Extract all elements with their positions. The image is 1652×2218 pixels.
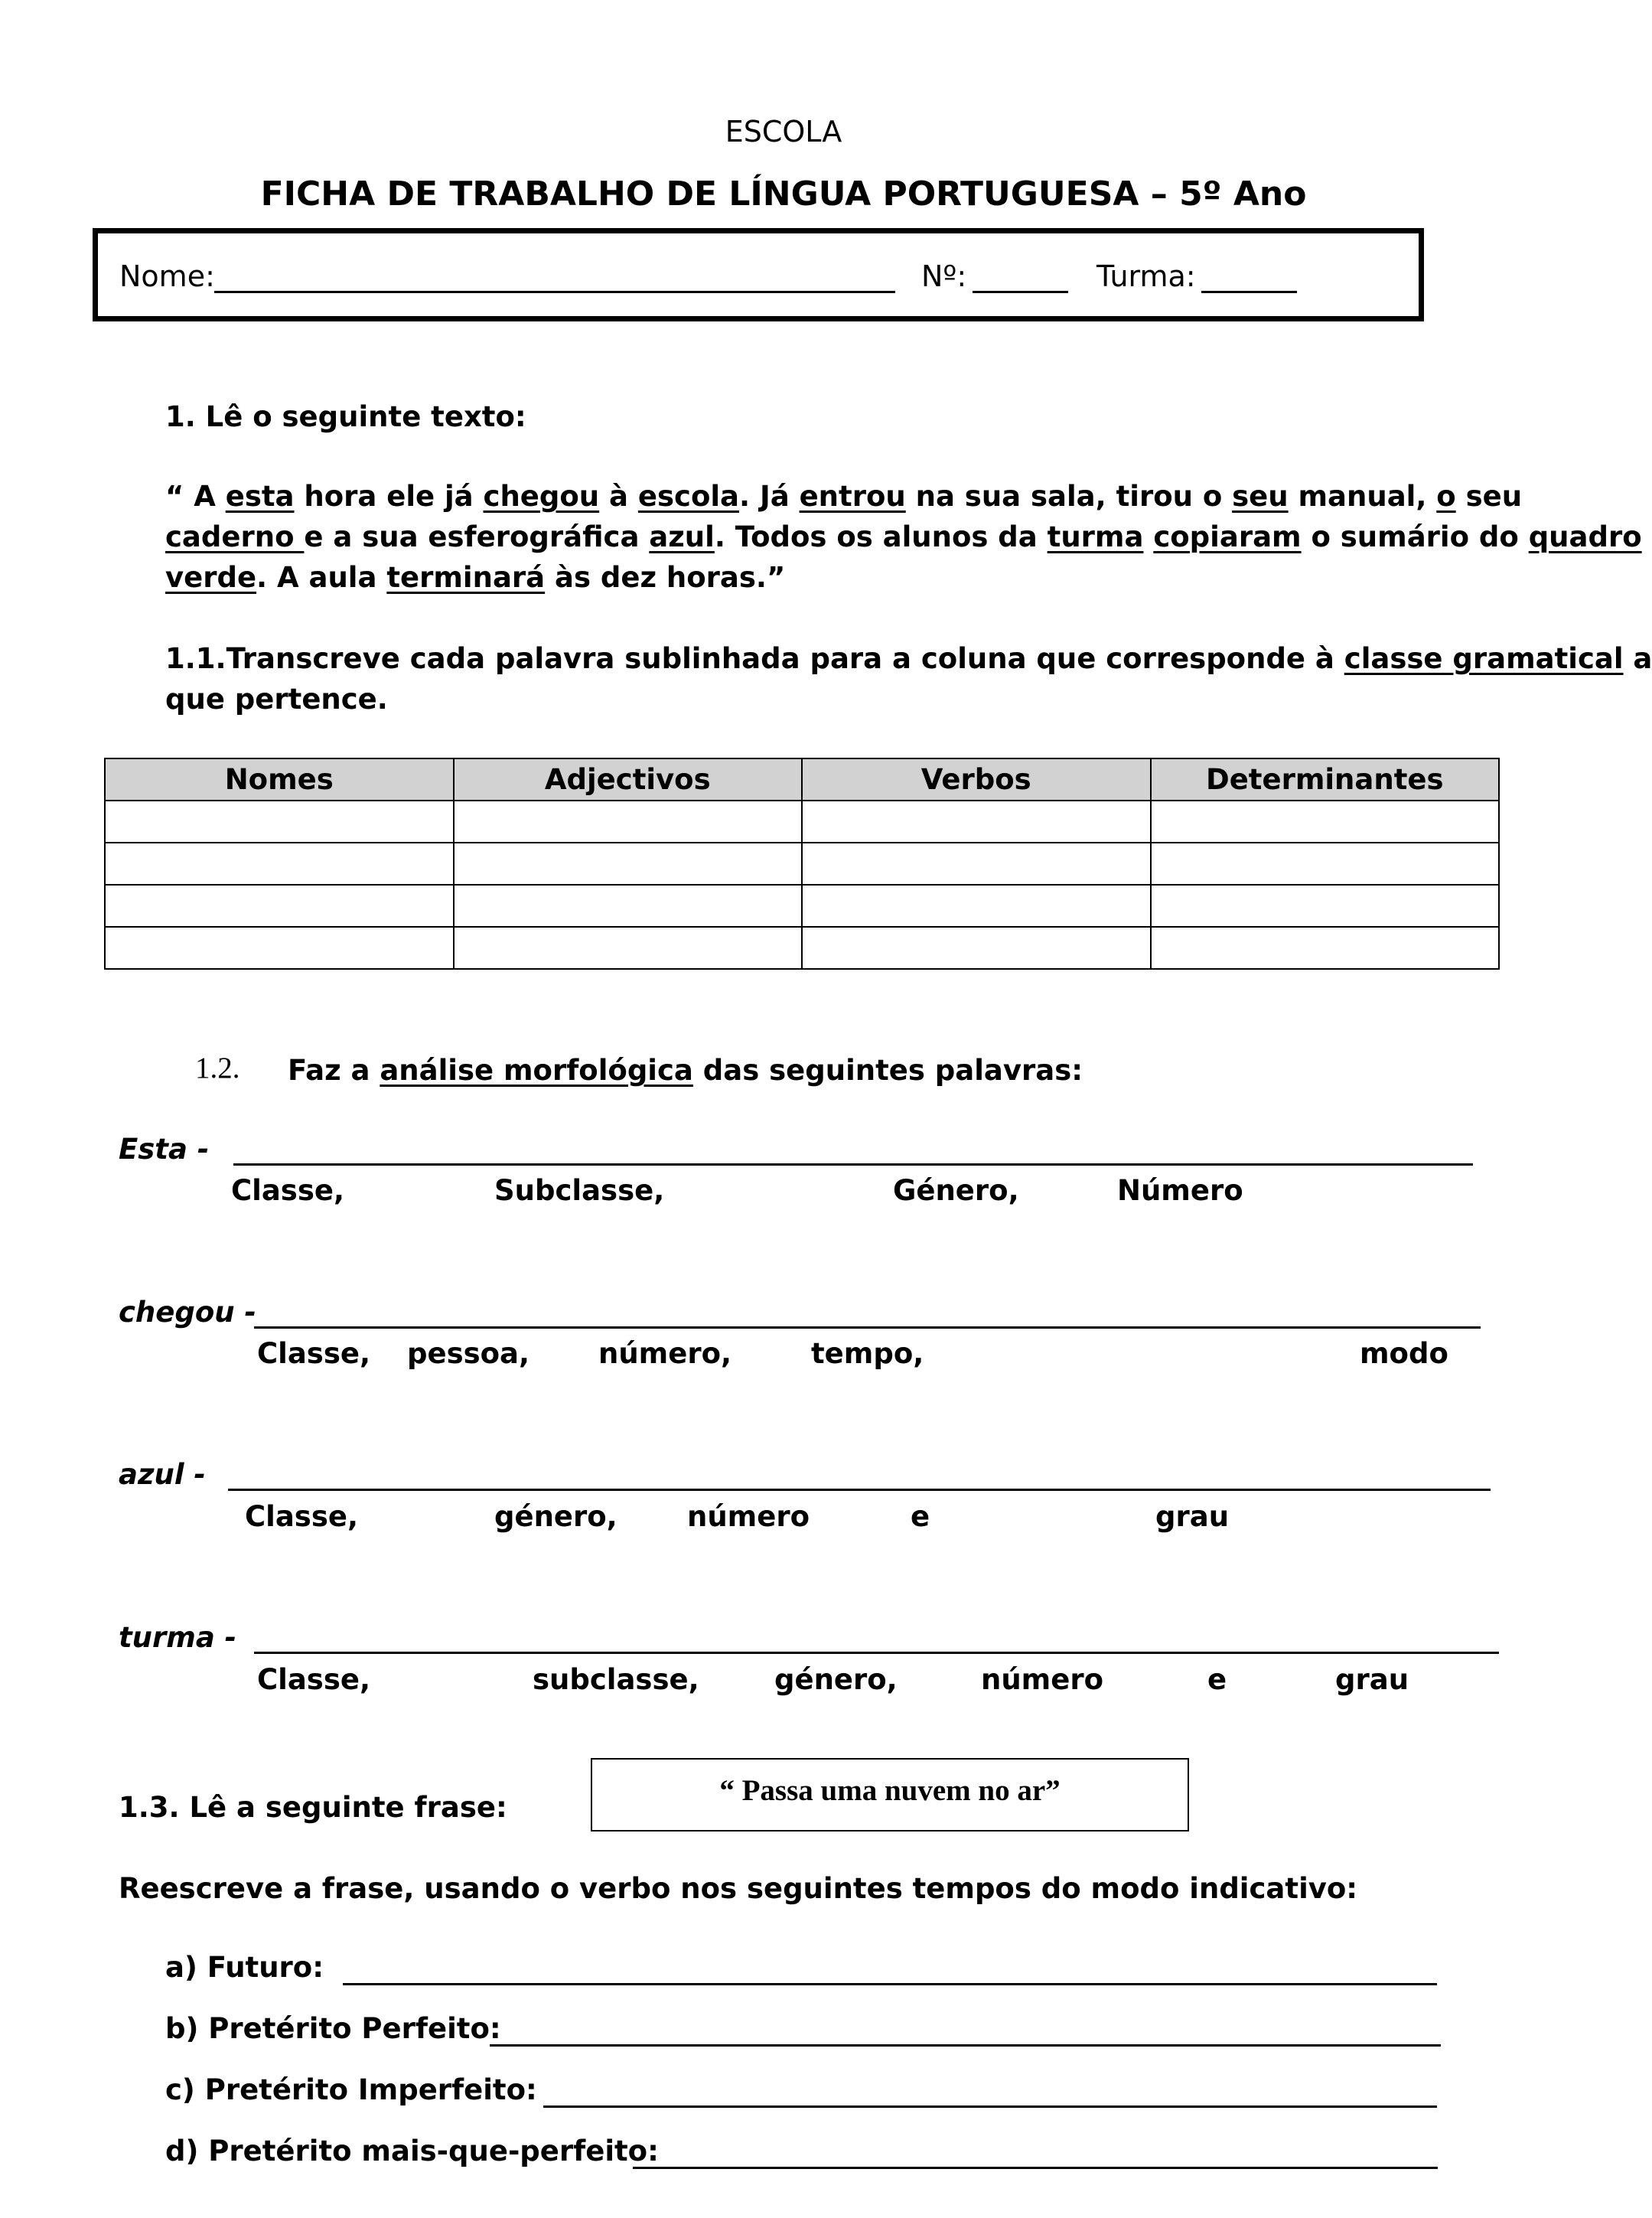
underlined-word-entrou: entrou: [799, 480, 906, 513]
number-label: Nº:: [921, 259, 967, 293]
phrase-text: “ Passa uma nuvem no ar”: [719, 1774, 1061, 1807]
underlined-word-verde: verde: [165, 561, 257, 594]
question-1-2-instruction: Faz a análise morfológica das seguintes palavras:: [288, 1054, 1083, 1087]
table-cell[interactable]: [105, 843, 454, 885]
morph-label: tempo,: [811, 1337, 924, 1370]
answer-line-preterito-imperfeito[interactable]: [543, 2105, 1437, 2108]
morph-label: Classe,: [257, 1663, 370, 1696]
morph-label: grau: [1155, 1500, 1230, 1533]
school-name: ESCOLA: [725, 115, 842, 148]
morph-word-azul: azul -: [119, 1458, 206, 1491]
tense-label-futuro: a) Futuro:: [165, 1951, 324, 1984]
question-1-label: 1. Lê o seguinte texto:: [165, 400, 526, 433]
morph-answer-line-azul[interactable]: [228, 1489, 1491, 1491]
tense-label-preterito-imperfeito: c) Pretérito Imperfeito:: [165, 2073, 537, 2106]
column-header-determinantes: Determinantes: [1151, 758, 1500, 801]
table-cell[interactable]: [105, 801, 454, 843]
underlined-term-classe-gramatical: classe gramatical: [1344, 642, 1624, 675]
table-cell[interactable]: [802, 843, 1151, 885]
question-1-2-number: 1.2.: [195, 1052, 240, 1085]
column-header-verbos: Verbos: [802, 758, 1151, 801]
underlined-word-quadro: quadro: [1528, 520, 1642, 553]
phrase-box: [591, 1758, 1189, 1831]
table-cell[interactable]: [1151, 927, 1500, 969]
worksheet-title: FICHA DE TRABALHO DE LÍNGUA PORTUGUESA – 5º Ano: [260, 175, 1307, 214]
underlined-word-o: o: [1436, 480, 1456, 513]
morph-label: número,: [598, 1337, 732, 1370]
morph-label: Classe,: [231, 1174, 344, 1207]
morph-word-turma: turma -: [119, 1621, 237, 1654]
morph-label: subclasse,: [533, 1663, 699, 1696]
answer-line-futuro[interactable]: [343, 1983, 1437, 1985]
morph-answer-line-chegou[interactable]: [254, 1326, 1481, 1329]
table-cell[interactable]: [1151, 885, 1500, 927]
underlined-word-azul: azul: [649, 520, 715, 553]
tense-label-preterito-mais-que-perfeito: d) Pretérito mais-que-perfeito:: [165, 2135, 659, 2167]
question-1-3-label: 1.3. Lê a seguinte frase:: [119, 1791, 507, 1824]
name-label: Nome:: [119, 259, 215, 293]
table-row: [105, 927, 1499, 969]
reading-text-line-3: verde. A aula terminará às dez horas.”: [165, 561, 786, 594]
morph-label: Género,: [893, 1174, 1019, 1207]
class-field[interactable]: [1201, 291, 1297, 293]
number-field[interactable]: [973, 291, 1068, 293]
column-header-nomes: Nomes: [105, 758, 454, 801]
morph-label: género,: [494, 1500, 617, 1533]
table-row: [105, 843, 1499, 885]
name-field[interactable]: [214, 291, 895, 293]
table-row: [105, 801, 1499, 843]
table-cell[interactable]: [454, 927, 803, 969]
morph-word-chegou: chegou -: [119, 1296, 256, 1329]
underlined-word-chegou: chegou: [483, 480, 600, 513]
morph-label: e: [1207, 1663, 1227, 1696]
underlined-word-seu: seu: [1232, 480, 1289, 513]
morph-label: grau: [1335, 1663, 1409, 1696]
question-1-3-instruction: Reescreve a frase, usando o verbo nos seguintes tempos do modo indicativo:: [119, 1872, 1358, 1905]
morph-label: Classe,: [245, 1500, 358, 1533]
student-info-box: [93, 228, 1424, 321]
table-cell[interactable]: [454, 885, 803, 927]
morph-label: Classe,: [257, 1337, 370, 1370]
morph-label: e: [911, 1500, 930, 1533]
table-cell[interactable]: [1151, 843, 1500, 885]
reading-text-line-1: “ A esta hora ele já chegou à escola. Já entrou na sua sala, tirou o seu manual, o seu: [165, 480, 1523, 513]
question-1-1-line-1: 1.1.Transcreve cada palavra sublinhada para a coluna que corresponde à classe gramatical a: [165, 642, 1652, 675]
reading-text-line-2: caderno e a sua esferográfica azul. Todos os alunos da turma copiaram o sumário do quadro: [165, 520, 1642, 553]
table-cell[interactable]: [105, 885, 454, 927]
underlined-word-caderno: caderno: [165, 520, 305, 553]
underlined-word-escola: escola: [637, 480, 740, 513]
morph-label: modo: [1360, 1337, 1448, 1370]
underlined-word-terminara: terminará: [386, 561, 546, 594]
answer-line-preterito-perfeito[interactable]: [490, 2044, 1441, 2047]
table-cell[interactable]: [802, 927, 1151, 969]
word-class-table: [104, 758, 1500, 970]
answer-line-preterito-mais-que-perfeito[interactable]: [633, 2167, 1438, 2169]
morph-label: género,: [774, 1663, 898, 1696]
table-cell[interactable]: [454, 801, 803, 843]
morph-word-esta: Esta -: [119, 1133, 210, 1166]
table-cell[interactable]: [802, 885, 1151, 927]
morph-label: número: [687, 1500, 810, 1533]
tense-label-preterito-perfeito: b) Pretérito Perfeito:: [165, 2012, 501, 2045]
question-1-1-line-2: que pertence.: [165, 683, 388, 716]
table-cell[interactable]: [802, 801, 1151, 843]
underlined-term-analise-morfologica: análise morfológica: [380, 1054, 693, 1087]
underlined-word-copiaram: copiaram: [1153, 520, 1302, 553]
table-cell[interactable]: [105, 927, 454, 969]
morph-label: Número: [1117, 1174, 1243, 1207]
underlined-word-esta: esta: [225, 480, 295, 513]
table-cell[interactable]: [454, 843, 803, 885]
morph-label: pessoa,: [407, 1337, 530, 1370]
morph-label: Subclasse,: [494, 1174, 665, 1207]
morph-label: número: [981, 1663, 1103, 1696]
underlined-word-turma: turma: [1047, 520, 1144, 553]
table-cell[interactable]: [1151, 801, 1500, 843]
table-row: [105, 885, 1499, 927]
morph-answer-line-esta[interactable]: [233, 1163, 1473, 1166]
morph-answer-line-turma[interactable]: [254, 1652, 1499, 1654]
column-header-adjectivos: Adjectivos: [454, 758, 803, 801]
class-label: Turma:: [1096, 259, 1196, 293]
